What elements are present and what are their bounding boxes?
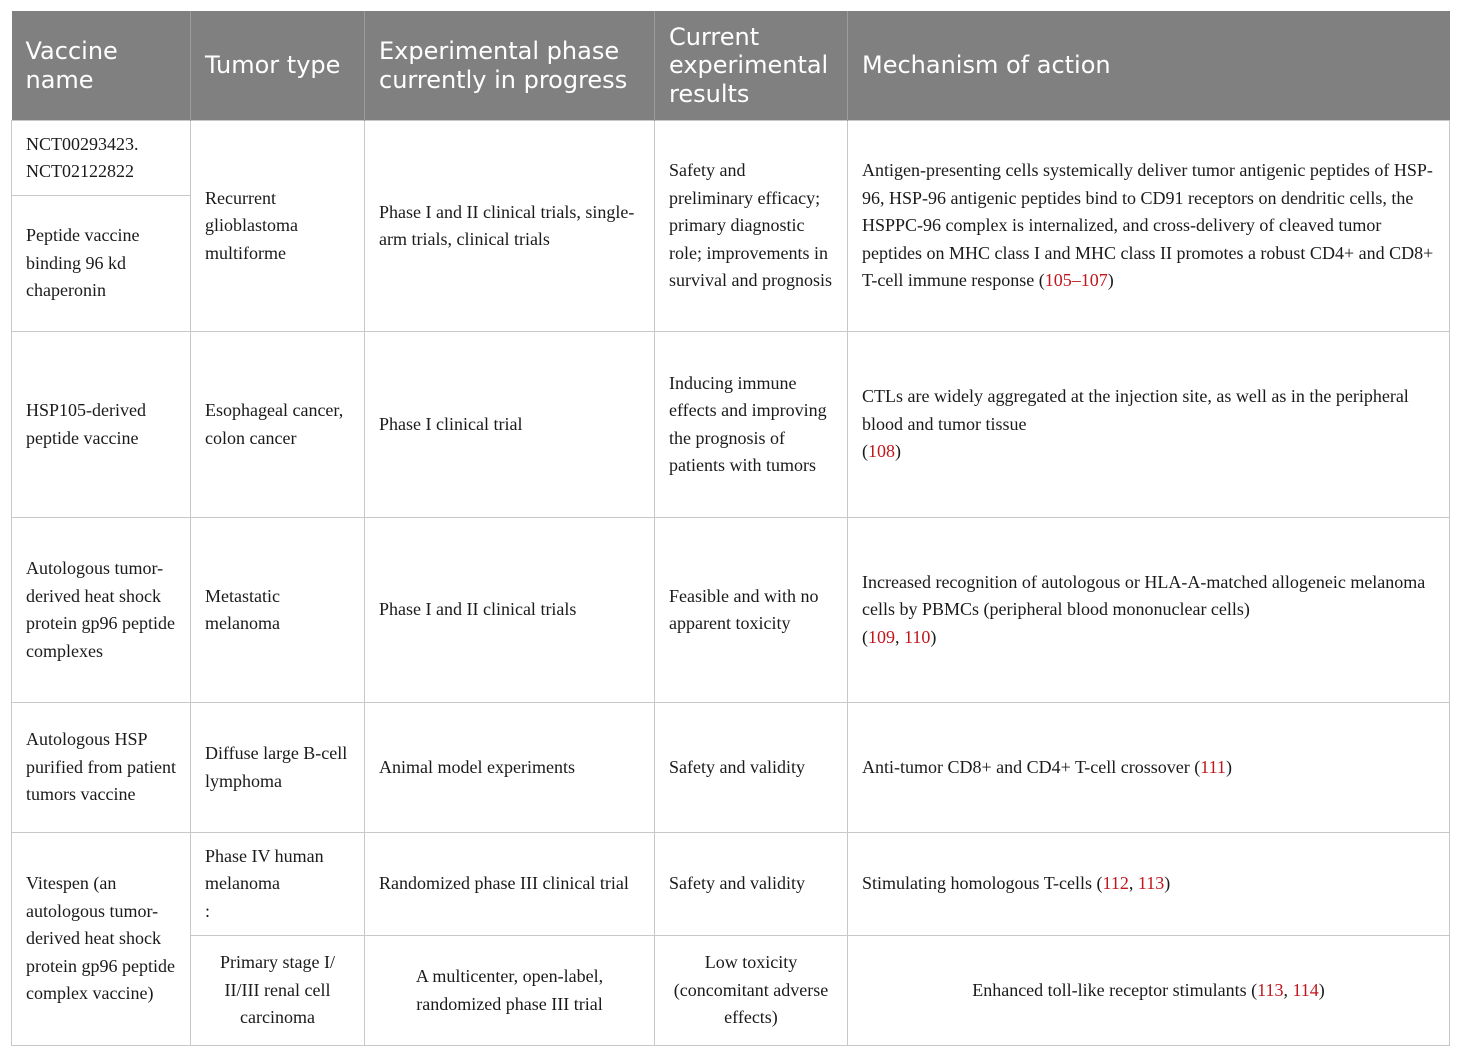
cell-tumor-type: Primary stage I/ II/III renal cell carcinoma xyxy=(191,936,365,1046)
cell-phase: Phase I clinical trial xyxy=(365,332,655,518)
reference-link[interactable]: 113 xyxy=(1137,873,1165,894)
mechanism-text: Increased recognition of autologous or HLA-A-matched allogeneic melanoma cells by PBMCs (peripheral blood mononuclear cells) xyxy=(862,571,1426,620)
mechanism-text: Anti-tumor CD8+ and CD4+ T-cell crossover ( xyxy=(862,756,1201,777)
ref-close: ) xyxy=(1225,756,1232,777)
tumor-colon: : xyxy=(205,900,211,921)
ref-separator: , xyxy=(1283,979,1293,1000)
reference-link[interactable]: 114 xyxy=(1292,979,1319,1000)
vaccine-table xyxy=(11,11,1450,1046)
header-vaccine-name: Vaccine name xyxy=(12,11,191,121)
reference-link[interactable]: 110 xyxy=(904,626,931,647)
header-tumor-type: Tumor type xyxy=(191,11,365,121)
cell-tumor-type: Recurrent glioblastoma multiforme xyxy=(191,121,365,332)
reference-link[interactable]: 108 xyxy=(868,441,895,462)
mechanism-text: Stimulating homologous T-cells ( xyxy=(862,873,1103,894)
cell-mechanism xyxy=(848,703,1450,833)
ref-open: ( xyxy=(862,441,868,462)
ref-close: ) xyxy=(895,441,901,462)
cell-results: Safety and validity xyxy=(655,833,848,936)
ref-open: ( xyxy=(862,626,868,647)
cell-vaccine-name: Peptide vaccine binding 96 kd chaperonin xyxy=(12,196,191,332)
table-row xyxy=(12,518,1450,703)
cell-vaccine-name: Vitespen (an autologous tumor-derived heat shock protein gp96 peptide complex vaccine) xyxy=(12,833,191,1046)
cell-mechanism xyxy=(848,518,1450,703)
cell-phase: A multicenter, open-label, randomized phase III trial xyxy=(365,936,655,1046)
reference-link[interactable]: 109 xyxy=(868,626,895,647)
cell-phase: Phase I and II clinical trials xyxy=(365,518,655,703)
reference-link[interactable]: 111 xyxy=(1200,756,1226,777)
cell-results: Inducing immune effects and improving the prognosis of patients with tumors xyxy=(655,332,848,518)
cell-vaccine-ids: NCT00293423. NCT02122822 xyxy=(12,121,191,196)
table-row xyxy=(12,833,1450,936)
cell-results: Feasible and with no apparent toxicity xyxy=(655,518,848,703)
reference-link[interactable]: 112 xyxy=(1102,873,1129,894)
reference-link[interactable]: 113 xyxy=(1257,979,1284,1000)
ref-close: ) xyxy=(930,626,937,647)
ref-separator: , xyxy=(1128,873,1138,894)
mechanism-text: CTLs are widely aggregated at the injection site, as well as in the peripheral blood and tumor tissue xyxy=(862,386,1409,434)
cell-results: Safety and preliminary efficacy; primary diagnostic role; improvements in survival and prognosis xyxy=(655,121,848,332)
cell-phase: Randomized phase III clinical trial xyxy=(365,833,655,936)
ref-close: ) xyxy=(1107,270,1114,291)
table-row xyxy=(12,332,1450,518)
ref-close: ) xyxy=(1164,873,1171,894)
ref-separator: , xyxy=(895,626,904,647)
table-row xyxy=(12,121,1450,196)
tumor-text: Phase IV human melanoma xyxy=(205,845,324,894)
cell-results: Low toxicity (concomitant adverse effects) xyxy=(655,936,848,1046)
table-row xyxy=(12,703,1450,833)
ref-close: ) xyxy=(1318,979,1325,1000)
cell-phase: Phase I and II clinical trials, single-arm trials, clinical trials xyxy=(365,121,655,332)
table-row xyxy=(12,936,1450,1046)
header-row xyxy=(12,11,1450,121)
cell-vaccine-name: Autologous HSP purified from patient tumors vaccine xyxy=(12,703,191,833)
cell-vaccine-name: Autologous tumor-derived heat shock protein gp96 peptide complexes xyxy=(12,518,191,703)
cell-tumor-type xyxy=(191,833,365,936)
cell-mechanism xyxy=(848,332,1450,518)
cell-vaccine-name: HSP105-derived peptide vaccine xyxy=(12,332,191,518)
mechanism-text: Antigen-presenting cells systemically deliver tumor antigenic peptides of HSP-96, HSP-96 antigenic peptides bind to CD91 receptors on dendritic cells, the HSPPC-96 complex is internalized, and cross-delivery of cleaved tumor peptides on MHC class I and MHC class II promotes a robust CD4+ and CD8+ T-cell immune response xyxy=(862,160,1434,291)
header-current-results: Current experimental results xyxy=(655,11,848,121)
reference-link[interactable]: 105–107 xyxy=(1044,270,1108,291)
cell-phase: Animal model experiments xyxy=(365,703,655,833)
header-experimental-phase: Experimental phase currently in progress xyxy=(365,11,655,121)
cell-results: Safety and validity xyxy=(655,703,848,833)
cell-mechanism xyxy=(848,833,1450,936)
cell-mechanism xyxy=(848,121,1450,332)
ref-open: ( xyxy=(1038,270,1045,291)
cell-tumor-type: Diffuse large B-cell lymphoma xyxy=(191,703,365,833)
header-mechanism: Mechanism of action xyxy=(848,11,1450,121)
cell-mechanism xyxy=(848,936,1450,1046)
cell-tumor-type: Metastatic melanoma xyxy=(191,518,365,703)
cell-tumor-type: Esophageal cancer, colon cancer xyxy=(191,332,365,518)
mechanism-text: Enhanced toll-like receptor stimulants ( xyxy=(972,979,1258,1000)
